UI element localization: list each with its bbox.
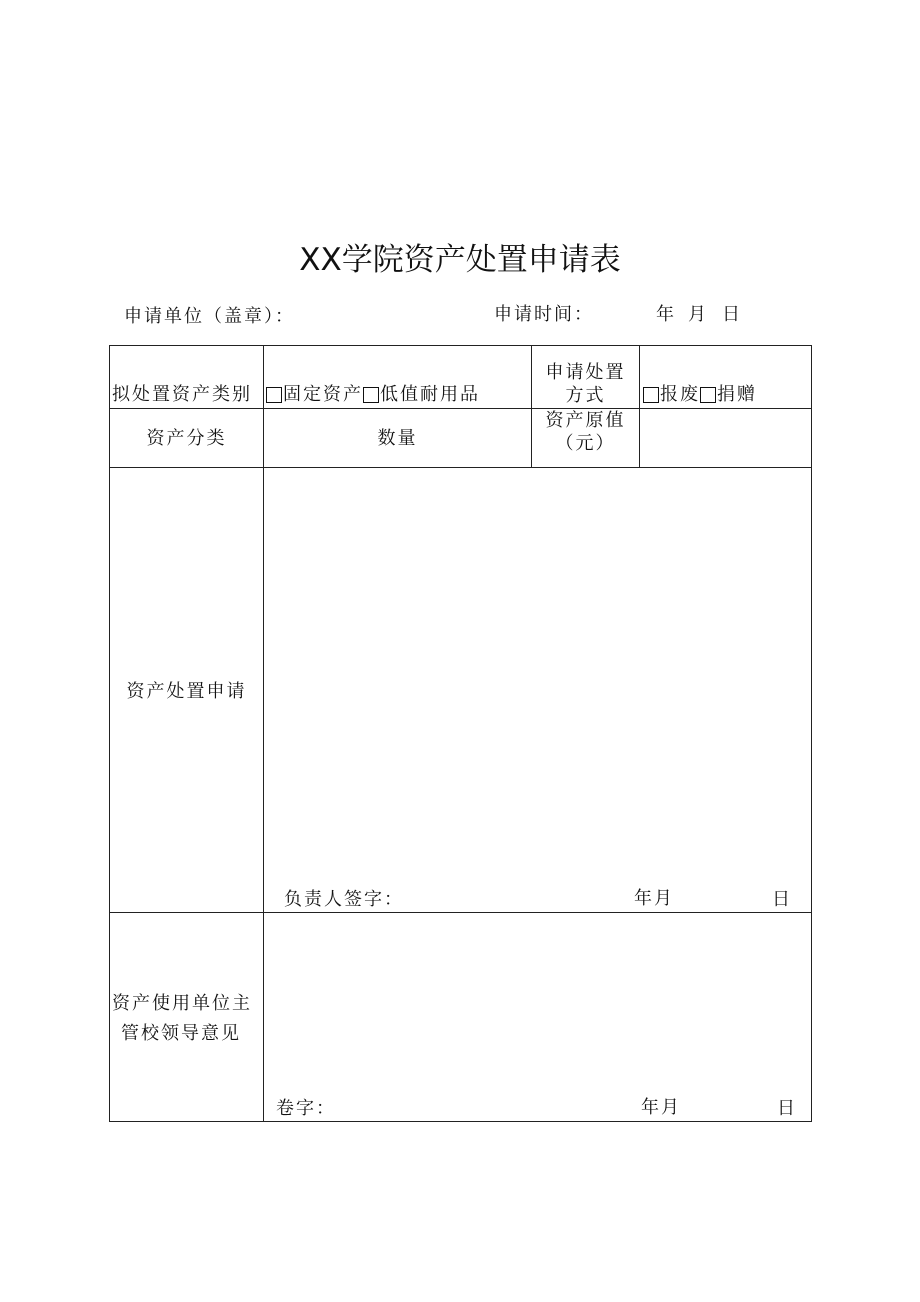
original-value-label-line2: （元） [555, 433, 616, 454]
table-row-divider [109, 912, 812, 913]
apply-time-label: 申请时间： [494, 304, 594, 325]
disposal-application-label: 资产处置申请 [126, 681, 247, 702]
table-border-left [109, 345, 110, 1122]
signature-year-month-label: 年月 [634, 888, 674, 909]
category-options [266, 383, 480, 410]
checkbox-icon [363, 387, 379, 403]
table-border-bottom [109, 1121, 812, 1122]
low-value-durable-label: 低值耐用品 [380, 384, 480, 405]
table-col-divider [263, 345, 264, 1122]
applicant-unit-label: 申请单位（盖章）： [124, 306, 295, 327]
scrap-label: 报废 [660, 384, 700, 405]
apply-year-label: 年 [656, 304, 676, 325]
leader-opinion-label-line1: 资产使用单位主 [112, 993, 252, 1014]
category-label: 拟处置资产类别 [112, 384, 252, 405]
fixed-asset-checkbox[interactable] [266, 383, 363, 407]
original-value-label-line1: 资产原值 [545, 410, 626, 431]
method-options [643, 383, 757, 410]
checkbox-icon [643, 387, 659, 403]
table-border-right [811, 345, 812, 1122]
donate-label: 捐赠 [717, 384, 757, 405]
low-value-durable-checkbox[interactable] [363, 383, 480, 407]
form-title: XX学院资产处置申请表 [299, 242, 621, 278]
quantity-label: 数量 [377, 428, 418, 449]
donate-checkbox[interactable] [700, 383, 757, 407]
method-label-line1: 申请处置 [545, 362, 626, 383]
table-border-top [109, 345, 812, 346]
checkbox-icon [266, 387, 282, 403]
leader-year-month-label: 年月 [641, 1097, 681, 1118]
checkbox-icon [700, 387, 716, 403]
leader-day-label: 日 [777, 1098, 797, 1119]
table-col-divider [639, 345, 640, 468]
apply-month-label: 月 [688, 304, 708, 325]
method-label-line2: 方式 [565, 385, 606, 406]
responsible-signature-label: 负责人签字： [284, 889, 404, 910]
scrap-checkbox[interactable] [643, 383, 700, 407]
fixed-asset-label: 固定资产 [283, 384, 363, 405]
apply-day-label: 日 [722, 304, 742, 325]
table-row-divider [109, 467, 812, 468]
leader-opinion-label-line2: 管校领导意见 [121, 1023, 241, 1044]
signature-day-label: 日 [772, 889, 792, 910]
leader-signature-label: 卷字： [276, 1098, 336, 1119]
asset-class-label: 资产分类 [146, 428, 227, 449]
